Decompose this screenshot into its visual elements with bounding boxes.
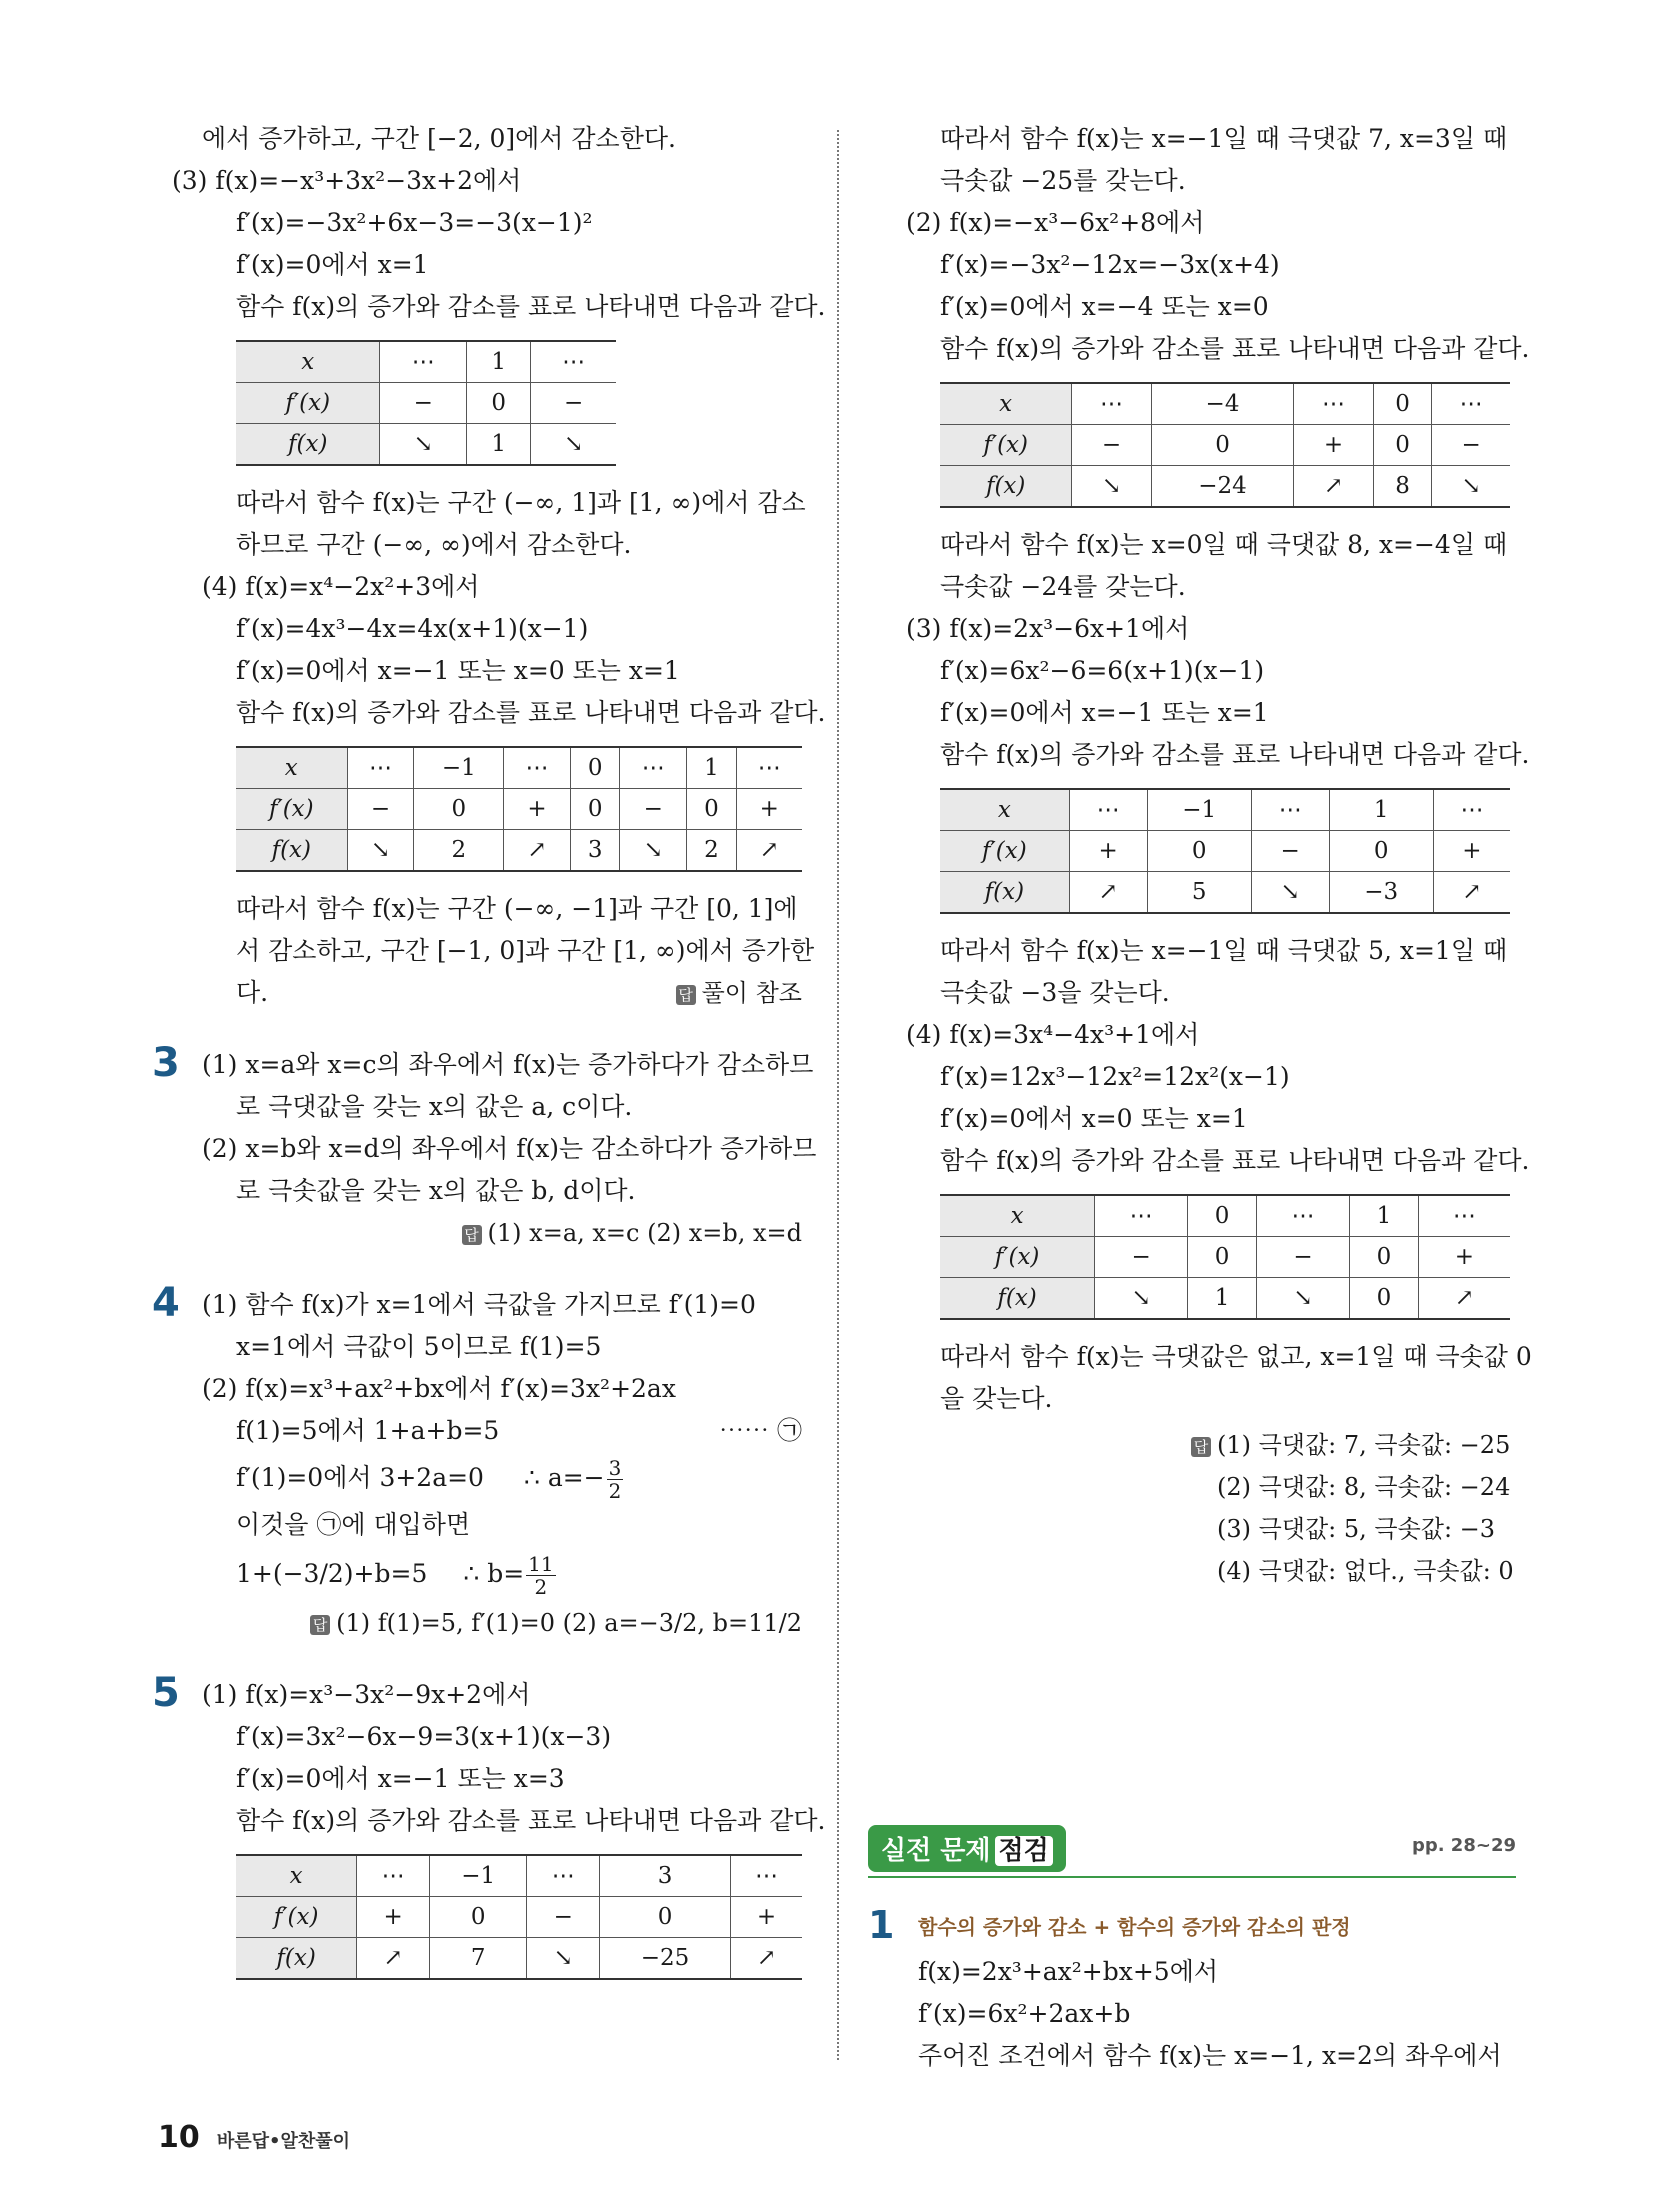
line: (4) f(x)=3x⁴−4x³+1에서 [906, 1020, 1200, 1049]
problem-number: 3 [152, 1040, 180, 1086]
line: 주어진 조건에서 함수 f(x)는 x=−1, x=2의 좌우에서 [918, 2041, 1502, 2070]
line: f′(x)=0에서 x=−1 또는 x=0 또는 x=1 [236, 656, 680, 685]
line: f′(x)=0에서 x=−1 또는 x=1 [940, 698, 1269, 727]
answer-line: 답 (1) f(1)=5, f′(1)=0 (2) a=−3/2, b=11/2 [202, 1602, 802, 1644]
variation-table: x ⋯ −1 ⋯ 1 ⋯ f′(x) + 0 − 0 + f(x) ↗ 5 ↘ −3 ↗ [940, 788, 1510, 914]
left-column [152, 118, 826, 1996]
line: f′(x)=6x²+2ax+b [918, 1999, 1131, 2028]
line: 1+(−3/2)+b=5 ∴ b= $\frac{11}{2}$ [236, 1552, 554, 1599]
line: f′(x)=0에서 x=−1 또는 x=3 [236, 1764, 565, 1793]
problem-3 [152, 1040, 817, 1254]
line: f(x)=2x³+ax²+bx+5에서 [918, 1957, 1219, 1986]
line: 극솟값 −25를 갖는다. [940, 166, 1186, 195]
line: f′(x)=12x³−12x²=12x²(x−1) [940, 1062, 1290, 1091]
line: 로 극댓값을 갖는 x의 값은 a, c이다. [236, 1092, 633, 1121]
answer-line: 답 (1) 극댓값: 7, 극솟값: −25 [1191, 1424, 1516, 1466]
line: 따라서 함수 f(x)는 x=−1일 때 극댓값 7, x=3일 때 [940, 124, 1508, 153]
line: f′(x)=3x²−6x−9=3(x+1)(x−3) [236, 1722, 612, 1751]
line: x=1에서 극값이 5이므로 f(1)=5 [236, 1332, 602, 1361]
problem-body [918, 1951, 1518, 2077]
problem-number: 5 [152, 1670, 180, 1716]
problem-number: 4 [152, 1280, 180, 1326]
answer-line: 답 풀이 참조 [202, 972, 802, 1014]
line: 이것을 ㉠에 대입하면 [236, 1510, 471, 1539]
column-divider [837, 130, 839, 2060]
line: (2) f(x)=x³+ax²+bx에서 f′(x)=3x²+2ax [202, 1374, 676, 1403]
line: f(1)=5에서 1+a+b=5 ⋯⋯ ㉠ [236, 1416, 802, 1445]
line: 따라서 함수 f(x)는 극댓값은 없고, x=1일 때 극솟값 0 [940, 1342, 1532, 1371]
variation-table: x ⋯ 1 ⋯ f′(x) − 0 − f(x) ↘ 1 ↘ [236, 340, 616, 466]
problem-number: 1 [868, 1903, 895, 1947]
line: 함수 f(x)의 증가와 감소를 표로 나타내면 다음과 같다. [236, 292, 826, 321]
line: 하므로 구간 (−∞, ∞)에서 감소한다. [236, 530, 632, 559]
line: f′(1)=0에서 3+2a=0 ∴ a=− $\frac{3}{2}$ [236, 1456, 622, 1503]
line: (4) f(x)=x⁴−2x²+3에서 [202, 572, 480, 601]
problem-5 [152, 1670, 826, 1980]
line: f′(x)=6x²−6=6(x+1)(x−1) [940, 656, 1265, 685]
line: 극솟값 −24를 갖는다. [940, 572, 1186, 601]
practice-section [868, 1825, 1516, 2070]
line: 함수 f(x)의 증가와 감소를 표로 나타내면 다음과 같다. [940, 740, 1530, 769]
line: f′(x)=0에서 x=−4 또는 x=0 [940, 292, 1269, 321]
line: 에서 증가하고, 구간 [−2, 0]에서 감소한다. [202, 124, 676, 153]
line: 함수 f(x)의 증가와 감소를 표로 나타내면 다음과 같다. [236, 1806, 826, 1835]
line: 따라서 함수 f(x)는 x=0일 때 극댓값 8, x=−4일 때 [940, 530, 1508, 559]
right-column [906, 118, 1532, 1592]
line: (2) x=b와 x=d의 좌우에서 f(x)는 감소하다가 증가하므 [202, 1134, 817, 1163]
variation-table: x ⋯ −1 ⋯ 0 ⋯ 1 ⋯ f′(x) − 0 + 0 − 0 + f(x) ↘ 2 ↗ 3 ↘ 2 ↗ [236, 746, 802, 872]
line: 극솟값 −3을 갖는다. [940, 978, 1170, 1007]
line: 따라서 함수 f(x)는 구간 (−∞, 1]과 [1, ∞)에서 감소 [236, 488, 806, 517]
footer [158, 2120, 350, 2155]
line: f′(x)=0에서 x=0 또는 x=1 [940, 1104, 1248, 1133]
variation-table: x ⋯ −4 ⋯ 0 ⋯ f′(x) − 0 + 0 − f(x) ↘ −24 ↗ 8 ↘ [940, 382, 1510, 508]
answer-badge: 답 [676, 985, 696, 1005]
answer-line: (2) 극댓값: 8, 극솟값: −24 [1217, 1473, 1511, 1501]
line: f′(x)=−3x²−12x=−3x(x+4) [940, 250, 1280, 279]
line: (1) 함수 f(x)가 x=1에서 극값을 가지므로 f′(1)=0 [202, 1290, 756, 1319]
section-badge: 실전 문제 점검 [868, 1825, 1066, 1872]
problem-title: 함수의 증가와 감소 + 함수의 증가와 감소의 판정 [918, 1915, 1351, 1939]
problem-4 [152, 1280, 802, 1644]
variation-table: x ⋯ −1 ⋯ 3 ⋯ f′(x) + 0 − 0 + f(x) ↗ 7 ↘ −25 ↗ [236, 1854, 802, 1980]
line: (3) f(x)=2x³−6x+1에서 [906, 614, 1190, 643]
line: 을 갖는다. [940, 1384, 1053, 1413]
line: (3) f(x)=−x³+3x²−3x+2에서 [172, 166, 522, 195]
line: 함수 f(x)의 증가와 감소를 표로 나타내면 다음과 같다. [940, 1146, 1530, 1175]
line: 다. [236, 978, 269, 1007]
line: (1) x=a와 x=c의 좌우에서 f(x)는 증가하다가 감소하므 [202, 1050, 814, 1079]
line: f′(x)=−3x²+6x−3=−3(x−1)² [236, 208, 593, 237]
line: (2) f(x)=−x³−6x²+8에서 [906, 208, 1205, 237]
answer-line: (4) 극댓값: 없다., 극솟값: 0 [1217, 1557, 1514, 1585]
line: 서 감소하고, 구간 [−1, 0]과 구간 [1, ∞)에서 증가한 [236, 936, 815, 965]
answer-line: (3) 극댓값: 5, 극솟값: −3 [1217, 1515, 1496, 1543]
line: 함수 f(x)의 증가와 감소를 표로 나타내면 다음과 같다. [940, 334, 1530, 363]
line: 따라서 함수 f(x)는 x=−1일 때 극댓값 5, x=1일 때 [940, 936, 1508, 965]
section-rule [868, 1876, 1516, 1878]
line: (1) f(x)=x³−3x²−9x+2에서 [202, 1680, 531, 1709]
line: f′(x)=0에서 x=1 [236, 250, 429, 279]
answer-line: 답 (1) x=a, x=c (2) x=b, x=d [202, 1212, 802, 1254]
line: 함수 f(x)의 증가와 감소를 표로 나타내면 다음과 같다. [236, 698, 826, 727]
book-title: 바른답•알찬풀이 [216, 2131, 351, 2152]
line: 따라서 함수 f(x)는 구간 (−∞, −1]과 구간 [0, 1]에 [236, 894, 798, 923]
line: 로 극솟값을 갖는 x의 값은 b, d이다. [236, 1176, 636, 1205]
variation-table: x ⋯ 0 ⋯ 1 ⋯ f′(x) − 0 − 0 + f(x) ↘ 1 ↘ 0 ↗ [940, 1194, 1510, 1320]
line: f′(x)=4x³−4x=4x(x+1)(x−1) [236, 614, 589, 643]
page-number: 10 [158, 2120, 200, 2155]
page-reference: pp. 28~29 [1411, 1835, 1516, 1856]
answer-block [1191, 1424, 1516, 1592]
